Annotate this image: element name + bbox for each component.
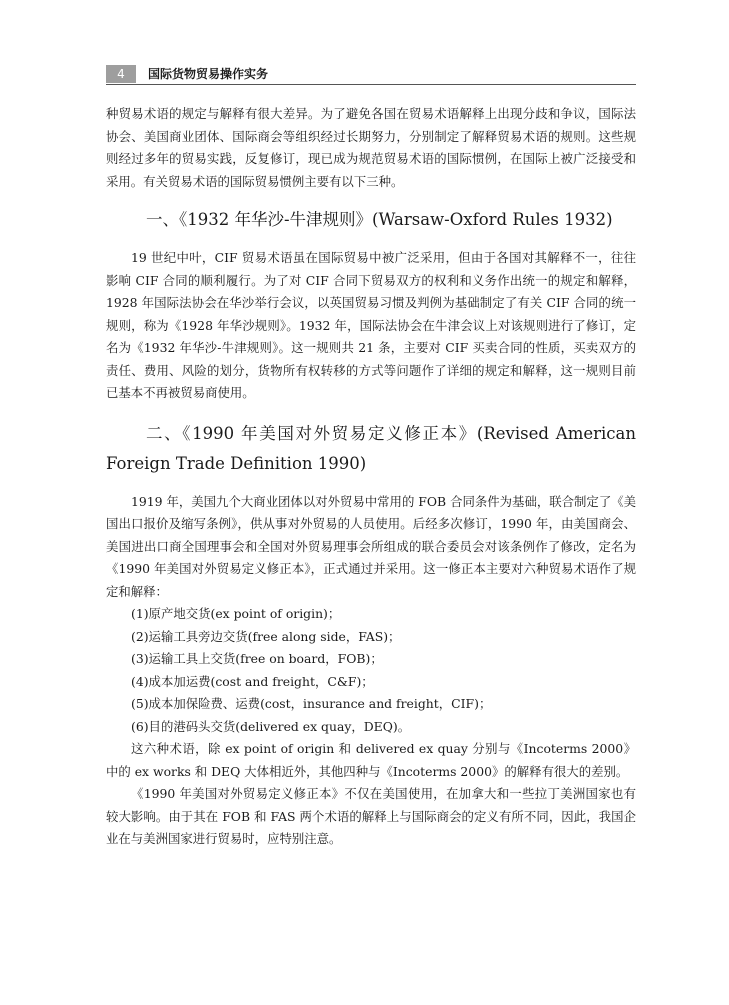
list-item: (6)目的港码头交货(delivered ex quay，DEQ)。 bbox=[131, 718, 411, 734]
section-heading-american-definition: 二、《1990 年美国对外贸易定义修正本》(Revised American Foreign Trade Definition 1990) bbox=[106, 423, 636, 473]
usage-note-paragraph: 《1990 年美国对外贸易定义修正本》不仅在美国使用，在加拿大和一些拉丁美洲国家也有较大影响。由于其在 FOB 和 FAS 两个术语的解释上与国际商会的定义有所不同，因此，我国企业在与美洲国家进行贸易时，应特别注意。 bbox=[106, 786, 636, 846]
list-item: (5)成本加保险费、运费(cost，insurance and freight，CIF)； bbox=[131, 696, 492, 711]
page-content bbox=[106, 103, 636, 851]
book-title: 国际货物贸易操作实务 bbox=[148, 67, 269, 81]
comparison-paragraph: 这六种术语，除 ex point of origin 和 delivered ex quay 分别与《Incoterms 2000》中的 ex works 和 DEQ 大体相近外，其他四种与《Incoterms 2000》的解释有很大的差别。 bbox=[106, 741, 636, 779]
list-item: (4)成本加运费(cost and freight，C&F)； bbox=[131, 673, 374, 689]
header-rule bbox=[106, 84, 636, 85]
list-item: (1)原产地交货(ex point of origin)； bbox=[131, 606, 341, 621]
list-item: (2)运输工具旁边交货(free along side，FAS)； bbox=[131, 628, 401, 644]
intro-paragraph: 种贸易术语的规定与解释有很大差异。为了避免各国在贸易术语解释上出现分歧和争议，国际法协会、美国商业团体、国际商会等组织经过长期努力，分别制定了解释贸易术语的规则。这些规则经过多年的贸易实践，反复修订，现已成为规范贸易术语的国际惯例，在国际上被广泛接受和采用。有关贸易术语的国际贸易惯例主要有以下三种。 bbox=[106, 106, 636, 189]
list-item: (3)运输工具上交货(free on board，FOB)； bbox=[131, 651, 383, 666]
page-number: 4 bbox=[106, 65, 136, 83]
running-header bbox=[106, 63, 636, 85]
section-heading-warsaw-oxford: 一、《1932 年华沙-牛津规则》(Warsaw-Oxford Rules 1932) bbox=[146, 210, 613, 229]
american-definition-paragraph: 1919 年，美国九个大商业团体以对外贸易中常用的 FOB 合同条件为基础，联合制定了《美国出口报价及缩写条例》，供从事对外贸易的人员使用。后经多次修订，1990 年，由美国商会、美国进出口商全国理事会和全国对外贸易理事会所组成的联合委员会对该条例作了修改，定名为《1990 年美国对外贸易定义修正本》，正式通过并采用。这一修正本主要对六种贸易术语作了规定和解释： bbox=[106, 493, 636, 599]
warsaw-oxford-paragraph: 19 世纪中叶，CIF 贸易术语虽在国际贸易中被广泛采用，但由于各国对其解释不一，往往影响 CIF 合同的顺利履行。为了对 CIF 合同下贸易双方的权利和义务作出统一的规定和解释，1928 年国际法协会在华沙举行会议，以英国贸易习惯及判例为基础制定了有关 CIF 合同的统一规则，称为《1928 年华沙规则》。1932 年，国际法协会在牛津会议上对该规则进行了修订，定名为《1932 年华沙-牛津规则》。这一规则共 21 条，主要对 CIF 买卖合同的性质，买卖双方的责任、费用、风险的划分，货物所有权转移的方式等问题作了详细的规定和解释，这一规则目前已基本不再被贸易商使用。 bbox=[106, 250, 636, 400]
